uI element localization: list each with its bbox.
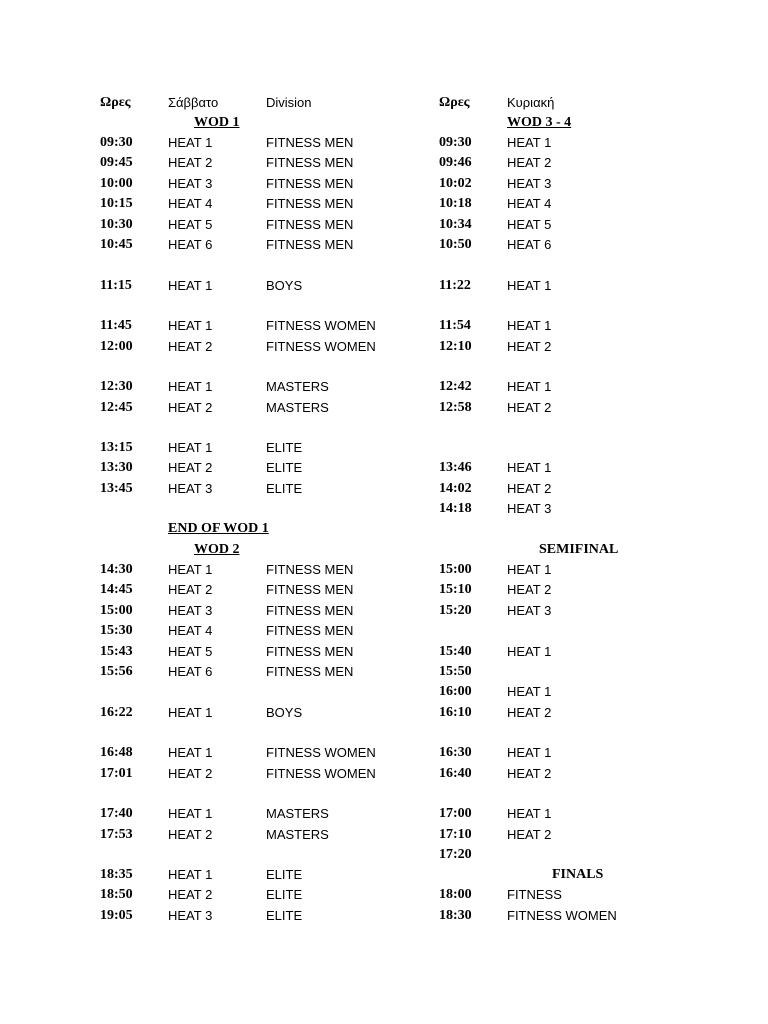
heat-sunday: HEAT 2 <box>507 400 552 415</box>
schedule-row <box>0 804 768 824</box>
schedule-row <box>0 560 768 580</box>
heat-sunday: HEAT 1 <box>507 684 552 699</box>
schedule-row <box>0 377 768 397</box>
schedule-row <box>0 682 768 702</box>
heat-sunday: HEAT 2 <box>507 481 552 496</box>
time-saturday: 17:40 <box>100 806 133 821</box>
division-saturday: FITNESS MEN <box>266 644 354 659</box>
time-saturday: 11:45 <box>100 318 132 333</box>
schedule-row <box>0 194 768 214</box>
schedule-row <box>0 845 768 865</box>
division-saturday: FITNESS MEN <box>266 217 354 232</box>
heat-sunday: HEAT 1 <box>507 135 552 150</box>
heat-sunday: HEAT 3 <box>507 176 552 191</box>
time-saturday: 15:43 <box>100 644 133 659</box>
time-sunday: 15:10 <box>439 582 472 597</box>
title-semifinal: SEMIFINAL <box>539 542 619 557</box>
division-saturday: MASTERS <box>266 827 329 842</box>
heat-saturday: HEAT 1 <box>168 867 213 882</box>
schedule-row <box>0 316 768 336</box>
heat-sunday: HEAT 1 <box>507 379 552 394</box>
title-finals: FINALS <box>552 867 604 882</box>
time-sunday: 10:02 <box>439 176 472 191</box>
time-saturday: 15:56 <box>100 664 133 679</box>
division-saturday: MASTERS <box>266 400 329 415</box>
time-saturday: 13:15 <box>100 440 133 455</box>
heat-sunday: HEAT 1 <box>507 806 552 821</box>
schedule-row <box>0 153 768 173</box>
heat-saturday: HEAT 2 <box>168 887 213 902</box>
heat-saturday: HEAT 2 <box>168 400 213 415</box>
heat-saturday: HEAT 4 <box>168 623 213 638</box>
heat-sunday: HEAT 1 <box>507 460 552 475</box>
heat-saturday: HEAT 1 <box>168 705 213 720</box>
time-sunday: 10:50 <box>439 237 472 252</box>
time-sunday: 11:22 <box>439 278 471 293</box>
time-sunday: 09:46 <box>439 155 472 170</box>
schedule-row <box>0 885 768 905</box>
heat-sunday: HEAT 2 <box>507 766 552 781</box>
time-saturday: 15:30 <box>100 623 133 638</box>
division-saturday: FITNESS WOMEN <box>266 339 376 354</box>
heat-saturday: HEAT 1 <box>168 440 213 455</box>
schedule-row <box>0 662 768 682</box>
heat-saturday: HEAT 1 <box>168 135 213 150</box>
heat-saturday: HEAT 1 <box>168 379 213 394</box>
time-sunday: 15:00 <box>439 562 472 577</box>
time-saturday: 18:35 <box>100 867 133 882</box>
schedule-row <box>0 906 768 926</box>
heat-sunday: HEAT 2 <box>507 339 552 354</box>
time-sunday: 17:00 <box>439 806 472 821</box>
schedule-row <box>0 865 768 885</box>
division-saturday: FITNESS WOMEN <box>266 745 376 760</box>
time-saturday: 16:22 <box>100 705 133 720</box>
time-sunday: 17:20 <box>439 847 472 862</box>
header-time-left: Ωρες <box>100 95 131 110</box>
heat-saturday: HEAT 1 <box>168 318 213 333</box>
heat-saturday: HEAT 1 <box>168 562 213 577</box>
time-saturday: 10:30 <box>100 217 133 232</box>
schedule-row <box>0 621 768 641</box>
heat-sunday: HEAT 2 <box>507 582 552 597</box>
time-sunday: 16:00 <box>439 684 472 699</box>
header-day-saturday: Σάββατο <box>168 95 219 110</box>
title-row-wod2 <box>0 540 768 560</box>
time-sunday: 11:54 <box>439 318 471 333</box>
title-end-wod1: END OF WOD 1 <box>168 521 269 536</box>
heat-sunday: HEAT 6 <box>507 237 552 252</box>
heat-sunday: HEAT 3 <box>507 501 552 516</box>
title-row-wod <box>0 113 768 133</box>
division-saturday: FITNESS MEN <box>266 237 354 252</box>
schedule-row <box>0 764 768 784</box>
heat-sunday: HEAT 5 <box>507 217 552 232</box>
heat-saturday: HEAT 2 <box>168 339 213 354</box>
division-saturday: MASTERS <box>266 379 329 394</box>
time-saturday: 12:45 <box>100 400 133 415</box>
division-saturday: FITNESS MEN <box>266 603 354 618</box>
division-saturday: FITNESS WOMEN <box>266 318 376 333</box>
time-saturday: 09:30 <box>100 135 133 150</box>
division-saturday: FITNESS MEN <box>266 176 354 191</box>
division-saturday: ELITE <box>266 887 303 902</box>
time-sunday: 15:20 <box>439 603 472 618</box>
time-sunday: 12:58 <box>439 400 472 415</box>
division-saturday: FITNESS MEN <box>266 623 354 638</box>
heat-sunday: HEAT 2 <box>507 155 552 170</box>
division-saturday: ELITE <box>266 908 303 923</box>
heat-sunday: HEAT 4 <box>507 196 552 211</box>
schedule-row <box>0 642 768 662</box>
time-sunday: 17:10 <box>439 827 472 842</box>
heat-sunday: HEAT 3 <box>507 603 552 618</box>
time-saturday: 10:15 <box>100 196 133 211</box>
title-wod1: WOD 1 <box>194 115 240 130</box>
time-sunday: 12:42 <box>439 379 472 394</box>
time-saturday: 10:00 <box>100 176 133 191</box>
time-saturday: 12:00 <box>100 339 133 354</box>
schedule-row <box>0 479 768 499</box>
heat-saturday: HEAT 2 <box>168 155 213 170</box>
schedule-row <box>0 458 768 478</box>
time-sunday: 14:02 <box>439 481 472 496</box>
time-sunday: 18:00 <box>439 887 472 902</box>
division-saturday: ELITE <box>266 481 303 496</box>
header-division: Division <box>266 95 312 110</box>
time-sunday: 12:10 <box>439 339 472 354</box>
time-saturday: 11:15 <box>100 278 132 293</box>
division-saturday: FITNESS MEN <box>266 664 354 679</box>
header-day-sunday: Κυριακή <box>507 95 555 110</box>
time-sunday: 10:34 <box>439 217 472 232</box>
heat-saturday: HEAT 6 <box>168 664 213 679</box>
heat-saturday: HEAT 2 <box>168 460 213 475</box>
time-saturday: 18:50 <box>100 887 133 902</box>
heat-sunday: HEAT 1 <box>507 278 552 293</box>
heat-saturday: HEAT 6 <box>168 237 213 252</box>
time-sunday: 13:46 <box>439 460 472 475</box>
time-sunday: 18:30 <box>439 908 472 923</box>
time-sunday: 10:18 <box>439 196 472 211</box>
time-saturday: 15:00 <box>100 603 133 618</box>
heat-sunday: HEAT 2 <box>507 827 552 842</box>
time-saturday: 12:30 <box>100 379 133 394</box>
heat-saturday: HEAT 2 <box>168 582 213 597</box>
title-wod34: WOD 3 - 4 <box>507 115 572 130</box>
time-saturday: 10:45 <box>100 237 133 252</box>
schedule-row <box>0 601 768 621</box>
heat-sunday: FITNESS WOMEN <box>507 908 617 923</box>
division-saturday: FITNESS MEN <box>266 562 354 577</box>
schedule-row <box>0 235 768 255</box>
heat-saturday: HEAT 3 <box>168 603 213 618</box>
heat-saturday: HEAT 4 <box>168 196 213 211</box>
schedule-row <box>0 825 768 845</box>
schedule-row <box>0 133 768 153</box>
heat-saturday: HEAT 3 <box>168 481 213 496</box>
heat-saturday: HEAT 5 <box>168 644 213 659</box>
division-saturday: FITNESS MEN <box>266 582 354 597</box>
heat-sunday: HEAT 1 <box>507 644 552 659</box>
division-saturday: FITNESS MEN <box>266 135 354 150</box>
heat-saturday: HEAT 2 <box>168 766 213 781</box>
schedule-row <box>0 580 768 600</box>
schedule-row <box>0 174 768 194</box>
division-saturday: MASTERS <box>266 806 329 821</box>
time-sunday: 15:40 <box>439 644 472 659</box>
schedule-row <box>0 337 768 357</box>
time-sunday: 16:40 <box>439 766 472 781</box>
schedule-row <box>0 398 768 418</box>
heat-saturday: HEAT 1 <box>168 745 213 760</box>
schedule-row <box>0 215 768 235</box>
division-saturday: BOYS <box>266 705 303 720</box>
time-sunday: 16:30 <box>439 745 472 760</box>
time-saturday: 17:01 <box>100 766 133 781</box>
division-saturday: ELITE <box>266 867 303 882</box>
time-saturday: 14:30 <box>100 562 133 577</box>
heat-saturday: HEAT 1 <box>168 806 213 821</box>
division-saturday: FITNESS MEN <box>266 155 354 170</box>
heat-sunday: HEAT 1 <box>507 318 552 333</box>
title-row-end-wod1 <box>0 519 768 539</box>
time-sunday: 14:18 <box>439 501 472 516</box>
time-saturday: 13:30 <box>100 460 133 475</box>
heat-saturday: HEAT 3 <box>168 908 213 923</box>
heat-saturday: HEAT 1 <box>168 278 213 293</box>
schedule-row <box>0 743 768 763</box>
heat-saturday: HEAT 5 <box>168 217 213 232</box>
heat-sunday: FITNESS <box>507 887 562 902</box>
schedule-row <box>0 499 768 519</box>
header-row <box>0 93 768 113</box>
division-saturday: ELITE <box>266 440 303 455</box>
time-saturday: 17:53 <box>100 827 133 842</box>
schedule-row <box>0 276 768 296</box>
title-wod2: WOD 2 <box>194 542 240 557</box>
division-saturday: BOYS <box>266 278 303 293</box>
time-saturday: 16:48 <box>100 745 133 760</box>
heat-sunday: HEAT 2 <box>507 705 552 720</box>
heat-saturday: HEAT 2 <box>168 827 213 842</box>
time-saturday: 19:05 <box>100 908 133 923</box>
time-sunday: 09:30 <box>439 135 472 150</box>
division-saturday: FITNESS MEN <box>266 196 354 211</box>
division-saturday: ELITE <box>266 460 303 475</box>
header-time-right: Ωρες <box>439 95 470 110</box>
schedule-row <box>0 438 768 458</box>
heat-saturday: HEAT 3 <box>168 176 213 191</box>
time-sunday: 16:10 <box>439 705 472 720</box>
heat-sunday: HEAT 1 <box>507 562 552 577</box>
time-saturday: 14:45 <box>100 582 133 597</box>
schedule-row <box>0 703 768 723</box>
time-sunday: 15:50 <box>439 664 472 679</box>
time-saturday: 09:45 <box>100 155 133 170</box>
division-saturday: FITNESS WOMEN <box>266 766 376 781</box>
time-saturday: 13:45 <box>100 481 133 496</box>
heat-sunday: HEAT 1 <box>507 745 552 760</box>
